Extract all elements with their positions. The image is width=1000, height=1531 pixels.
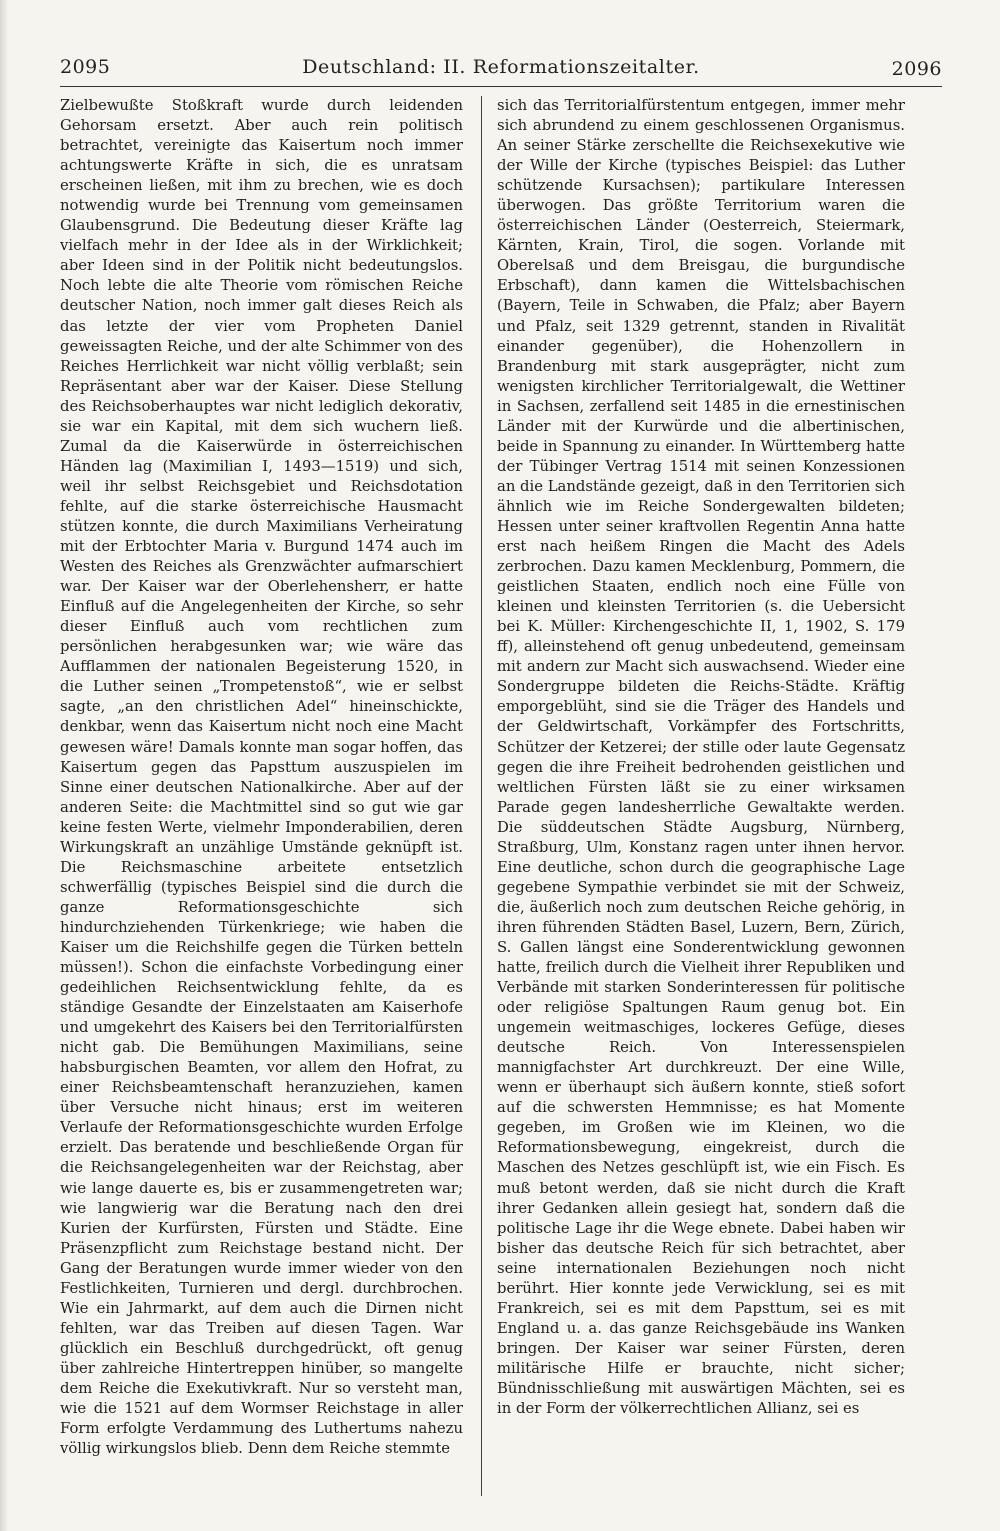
running-title: Deutschland: II. Reformationszeitalter. [302, 56, 700, 78]
page-number-right: 2096 [891, 58, 942, 80]
column-divider [481, 96, 482, 1496]
right-column-text: sich das Territorialfürstentum entgegen, immer mehr sich abrundend zu einem geschlossenen Organismus. An seiner Stärke zerschellte die Reichsexekutive wie der Wille der Kirche (typisches Beispiel: das Luther schützende Kursachsen); partikulare Interessen überwogen. Das größte Territorium waren die österreichischen Länder (Oesterreich, Steiermark, Kärnten, Krain, Tirol, die sogen. Vorlande mit Oberelsaß und dem Breisgau, die burgundische Erbschaft), dann kamen die Wittelsbachischen (Bayern, Teile in Schwaben, die Pfalz; aber Bayern und Pfalz, seit 1329 getrennt, standen in Rivalität einander gegenüber), die Hohenzollern in Brandenburg mit stark ausgeprägter, nicht zum wenigsten kirchlicher Territorialgewalt, die Wettiner in Sachsen, zerfallend seit 1485 in die ernestinischen Länder mit der Kurwürde und die albertinischen, beide in Spannung zu einander. In Württemberg hatte der Tübinger Vertrag 1514 mit seinen Konzessionen an die Landstände gezeigt, daß in den Territorien sich ähnlich wie im Reiche Sondergewalten bildeten; Hessen unter seiner kraftvollen Regentin Anna hatte erst nach heißem Ringen die Macht des Adels zerbrochen. Dazu kamen Mecklenburg, Pommern, die geistlichen Staaten, endlich noch eine Fülle von kleinen und kleinsten Territorien (s. die Uebersicht bei K. Müller: Kirchengeschichte II, 1, 1902, S. 179 ff), alleinstehend oft genug unbedeutend, gemeinsam mit andern zur Macht sich auswachsend. Wieder eine Sondergruppe bildeten die Reichs-Städte. Kräftig emporgeblüht, sind sie die Träger des Handels und der Geldwirtschaft, Vorkämpfer des Fortschritts, Schützer der Ketzerei; der stille oder laute Gegensatz gegen die ihre Freiheit bedrohenden geistlichen und weltlichen Fürsten läßt sie zu einer wirksamen Parade gegen landesherrliche Gewaltakte werden. Die süddeutschen Städte Augsburg, Nürnberg, Straßburg, Ulm, Konstanz ragen unter ihnen hervor. Eine deutliche, schon durch die geographische Lage gegebene Sympathie verbindet sie mit der Schweiz, die, äußerlich noch zum deutschen Reiche gehörig, in ihren führenden Städten Basel, Luzern, Bern, Zürich, S. Gallen längst eine Sonderentwicklung gewonnen hatte, freilich durch die Vielheit ihrer Republiken und Verbände mit starken Sonderinteressen für politische oder religiöse Spaltungen Raum genug bot. Ein ungemein weitmaschiges, lockeres Gefüge, dieses deutsche Reich. Von Interessenspielen mannigfachster Art durchkreuzt. Der eine Wille, wenn er überhaupt sich äußern konnte, stieß sofort auf die schwersten Hemmnisse; es hat Momente gegeben, im Großen wie im Kleinen, wo die Reformationsbewegung, eingekreist, durch die Maschen des Netzes geschlüpft ist, wie ein Fisch. Es muß betont werden, daß sie nicht durch die Kraft ihrer Gedanken allein gesiegt hat, sondern daß die politische Lage ihr die Wege ebnete. Dabei haben wir bisher das deutsche Reich für sich betrachtet, aber seine internationalen Beziehungen noch nicht berührt. Hier konnte jede Verwicklung, sei es mit Frankreich, sei es mit dem Papsttum, sei es mit England u. a. das ganze Reichsgebäude ins Wanken bringen. Der Kaiser war seiner Fürsten, deren militärische Hilfe er brauchte, nicht sicher; Bündnisschließung mit auswärtigen Mächten, sei es in der Form der völkerrechtlichen Allianz, sei es [497, 97, 905, 1418]
header-rule [60, 86, 942, 87]
scan-edge-shadow [0, 0, 8, 1531]
page-number-left: 2095 [60, 56, 111, 78]
right-column [497, 96, 905, 1496]
running-head [60, 56, 942, 86]
left-column [60, 96, 463, 1496]
left-column-text: Zielbewußte Stoßkraft wurde durch leidenden Gehorsam ersetzt. Aber auch rein politisch betrachtet, vereinigte das Kaisertum noch immer achtungswerte Kräfte in sich, die es unratsam erscheinen ließen, mit ihm zu brechen, wie es doch notwendig wurde bei Trennung vom gemeinsamen Glaubensgrund. Die Bedeutung dieser Kräfte lag vielfach mehr in der Idee als in der Wirklichkeit; aber Ideen sind in der Politik nicht bedeutungslos. Noch lebte die alte Theorie vom römischen Reiche deutscher Nation, noch immer galt dieses Reich als das letzte der vier vom Propheten Daniel geweissagten Reiche, und der alte Schimmer von des Reiches Herrlichkeit war nicht völlig verblaßt; sein Repräsentant aber war der Kaiser. Diese Stellung des Reichsoberhauptes war nicht lediglich dekorativ, sie war ein Kapital, mit dem sich wuchern ließ. Zumal da die Kaiserwürde in österreichischen Händen lag (Maximilian I, 1493—1519) und sich, weil ihr selbst Reichsgebiet und Reichsdotation fehlte, auf die starke österreichische Hausmacht stützen konnte, die durch Maximilians Verheiratung mit der Erbtochter Maria v. Burgund 1474 auch im Westen des Reiches als Grenzwächter aufmarschiert war. Der Kaiser war der Oberlehensherr, er hatte Einfluß auf die Angelegenheiten der Kirche, so sehr dieser Einfluß auch vom rechtlichen zum persönlichen herabgesunken war; wie wäre das Aufflammen der nationalen Begeisterung 1520, in die Luther seinen „Trompetenstoß“, wie er selbst sagte, „an den christlichen Adel“ hineinschickte, denkbar, wenn das Kaisertum nicht noch eine Macht gewesen wäre! Damals konnte man sogar hoffen, das Kaisertum gegen das Papsttum auszuspielen im Sinne einer deutschen Nationalkirche. Aber auf der anderen Seite: die Machtmittel sind so gut wie gar keine festen Werte, vielmehr Imponderabilien, deren Wirkungskraft an unzählige Umstände geknüpft ist. Die Reichsmaschine arbeitete entsetzlich schwerfällig (typisches Beispiel sind die durch die ganze Reformationsgeschichte sich hindurchziehenden Türkenkriege; wie haben die Kaiser um die Reichshilfe gegen die Türken betteln müssen!). Schon die einfachste Vorbedingung einer gedeihlichen Reichsentwicklung fehlte, da es ständige Gesandte der Einzelstaaten am Kaiserhofe und umgekehrt des Kaisers bei den Territorialfürsten nicht gab. Die Bemühungen Maximilians, seine habsburgischen Beamten, vor allem den Hofrat, zu einer Reichsbeamtenschaft heranzuziehen, kamen über Versuche nicht hinaus; erst im weiteren Verlaufe der Reformationsgeschichte wurden Erfolge erzielt. Das beratende und beschließende Organ für die Reichsangelegenheiten war der Reichstag, aber wie lange dauerte es, bis er zusammengetreten war; wie langwierig war die Beratung nach den drei Kurien der Kurfürsten, Fürsten und Städte. Eine Präsenzpflicht zum Reichstage bestand nicht. Der Gang der Beratungen wurde immer wieder von den Festlichkeiten, Turnieren und dergl. durchbrochen. Wie ein Jahrmarkt, auf dem auch die Dirnen nicht fehlten, war das Treiben auf diesen Tagen. War glücklich ein Beschluß durchgedrückt, oft genug über zahlreiche Hintertreppen hinüber, so mangelte dem Reiche die Exekutivkraft. Nur so versteht man, wie die 1521 auf dem Wormser Reichstage in aller Form erfolgte Verdammung des Luthertums nahezu völlig wirkungslos blieb. Denn dem Reiche stemmte [60, 97, 463, 1458]
